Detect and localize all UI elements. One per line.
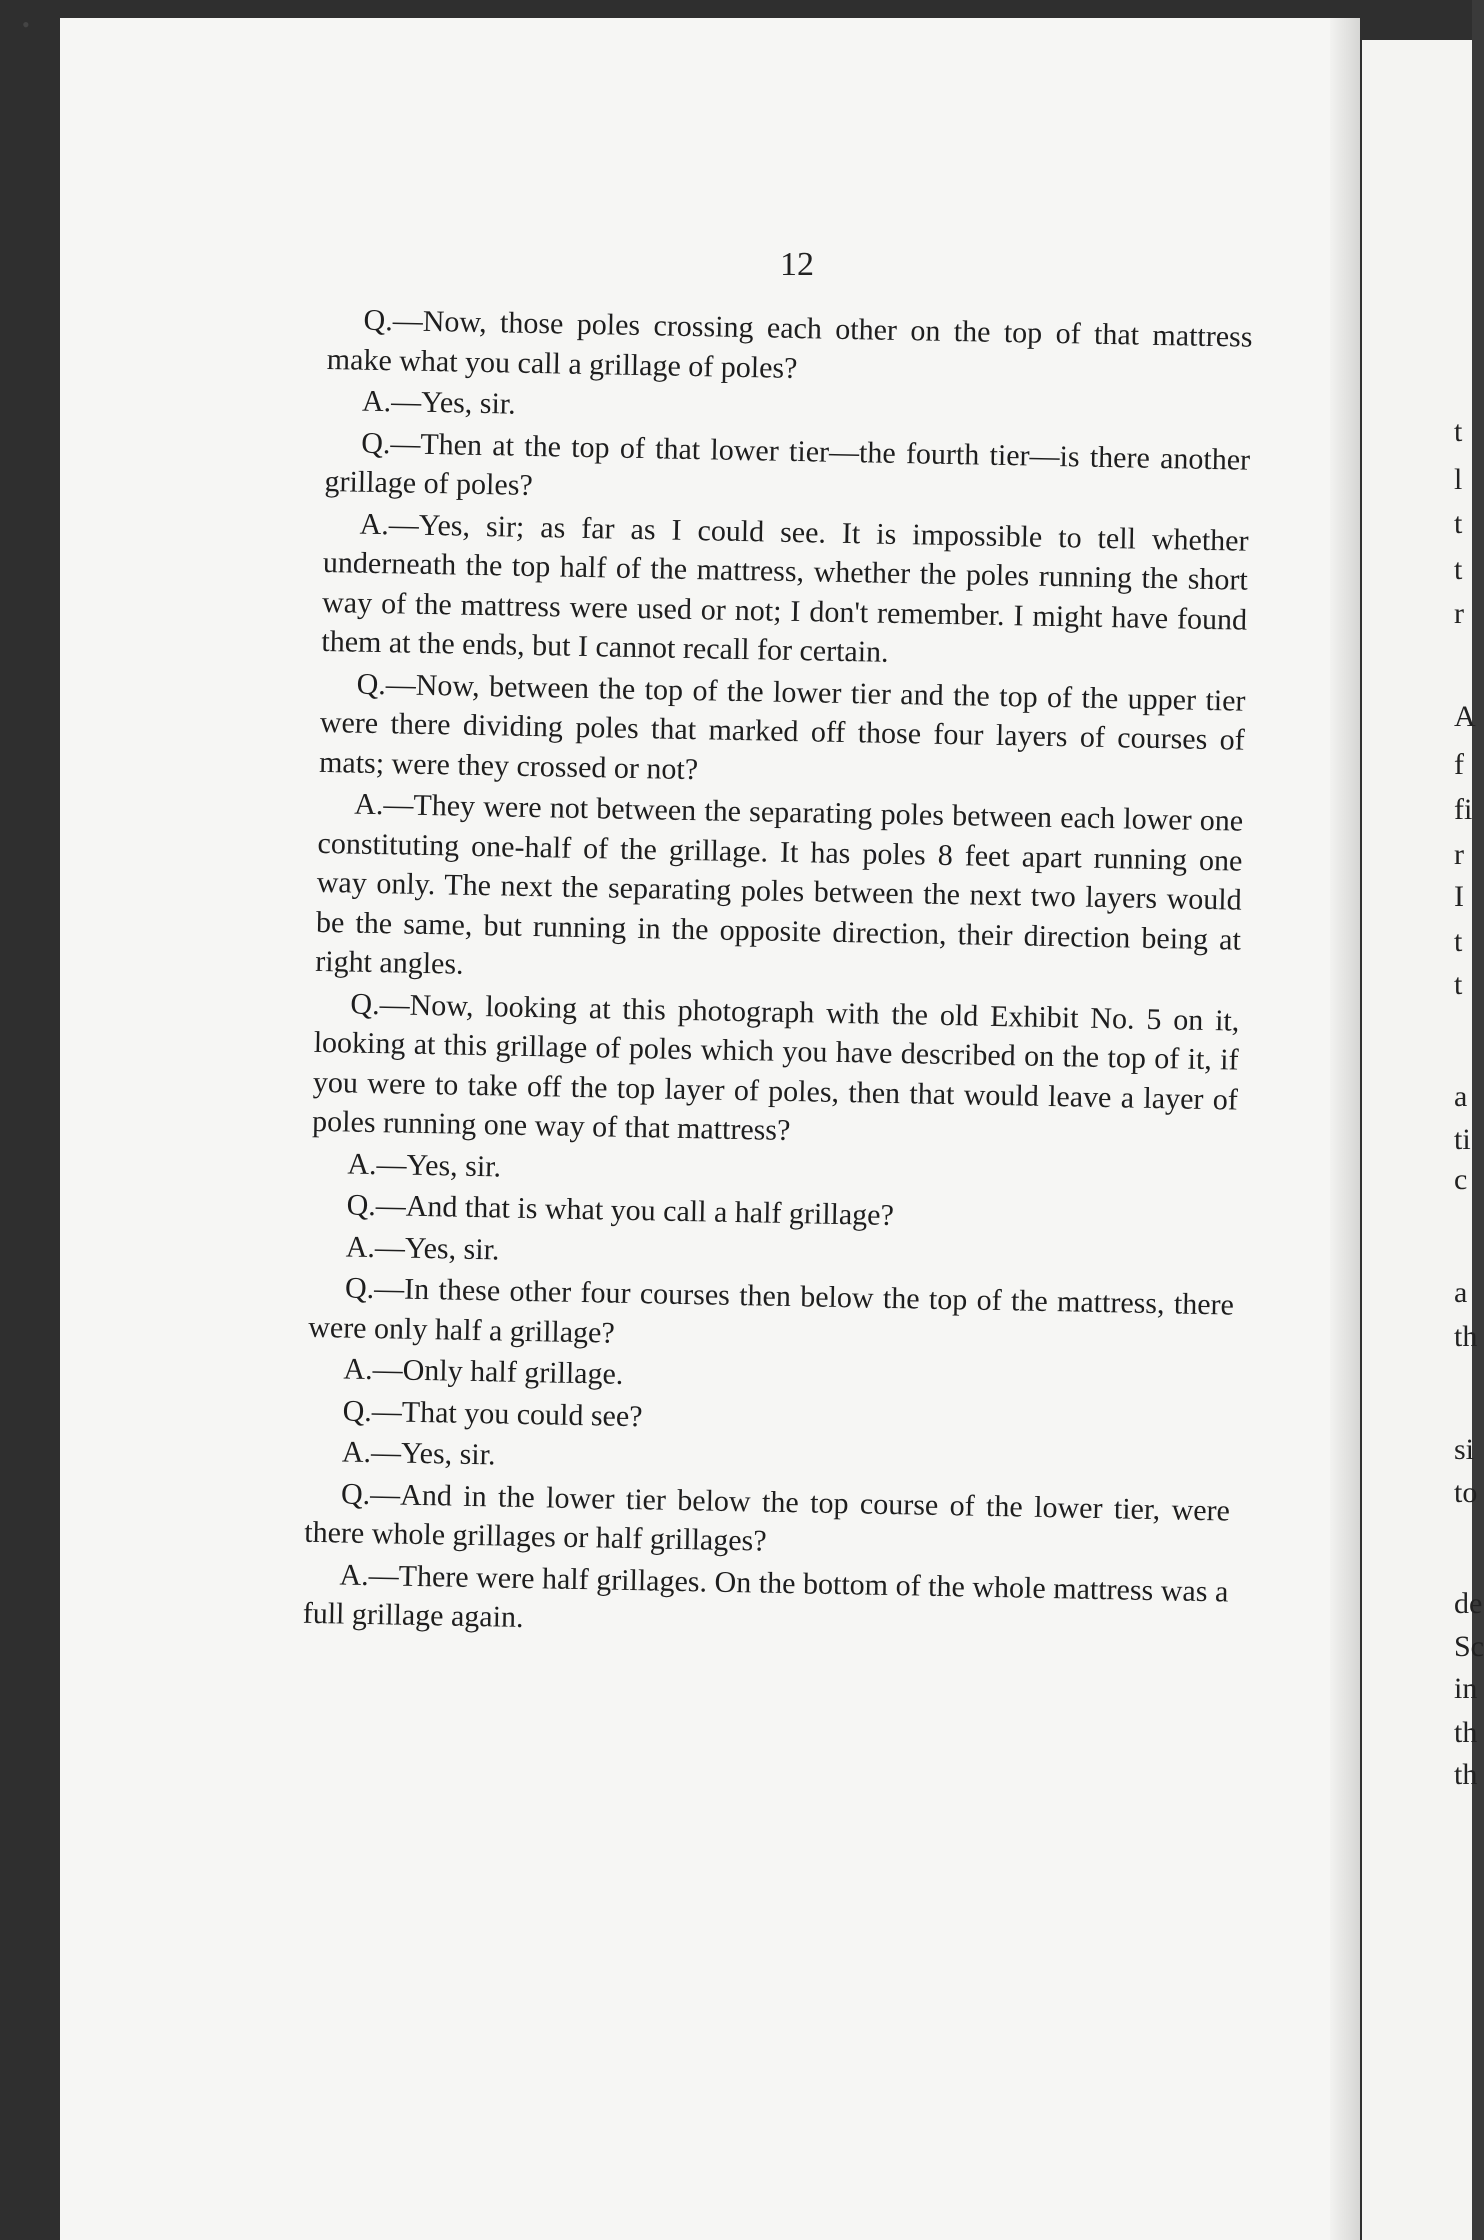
facing-page-fragment: th: [1454, 1320, 1478, 1353]
answer-paragraph: A.—There were half grillages. On the bottom of the whole mattress was a full grillage again.: [302, 1557, 1229, 1634]
facing-page-fragment: A: [1454, 700, 1476, 733]
question-paragraph: Q.—And that is what you call a half grillage?: [346, 1188, 895, 1233]
answer-paragraph: A.—Yes, sir; as far as I could see. It is impossible to tell whether underneath the top half of the mattress, whether the poles running the short way of the mattress were used or not; I don't remember. I might have found them at the ends, but I cannot recall for certain.: [321, 507, 1249, 669]
transcript-text: [302, 300, 1252, 1653]
facing-page-fragment: ti: [1454, 1123, 1471, 1156]
question-paragraph: Q.—Then at the top of that lower tier—the fourth tier—is there another grillage of poles?: [324, 426, 1251, 502]
facing-page-fragment: t: [1454, 507, 1463, 540]
facing-page-fragment: t: [1454, 925, 1463, 958]
question-paragraph: Q.—And in the lower tier below the top course of the lower tier, were there whole grillages or half grillages?: [304, 1476, 1231, 1558]
page-gutter: [1330, 18, 1360, 2240]
facing-page-fragment: th: [1454, 1758, 1478, 1791]
scan-dot-mark: •: [22, 12, 30, 37]
facing-page-fragment: r: [1454, 838, 1464, 871]
facing-page-fragment: t: [1454, 415, 1463, 448]
page-number: 12: [780, 246, 814, 283]
facing-page-fragment: a: [1454, 1080, 1468, 1113]
facing-page-fragment: si: [1454, 1433, 1475, 1466]
answer-paragraph: A.—Yes, sir.: [361, 384, 517, 421]
answer-paragraph: A.—Yes, sir.: [347, 1147, 502, 1183]
facing-page-fragment: t: [1454, 553, 1463, 586]
facing-page-fragment: r: [1454, 597, 1464, 630]
question-paragraph: Q.—Now, looking at this photograph with the old Exhibit No. 5 on it, looking at this grillage of poles which you have described on the top of it, if you were to take off the top layer of poles, then that would leave a layer of poles running one way of that mattress?: [311, 987, 1240, 1148]
facing-page-fragment: th: [1454, 1716, 1478, 1749]
facing-page-fragment: f: [1454, 748, 1464, 781]
answer-paragraph: A.—Only half grillage.: [343, 1352, 624, 1391]
facing-page-fragment: I: [1454, 880, 1464, 913]
facing-page-fragment: a: [1454, 1276, 1468, 1309]
answer-paragraph: A.—Yes, sir.: [345, 1230, 500, 1266]
question-paragraph: Q.—That you could see?: [342, 1393, 643, 1433]
facing-page-fragment: t: [1454, 968, 1463, 1001]
facing-page-fragment: c: [1454, 1163, 1468, 1196]
answer-paragraph: A.—They were not between the separating poles between each lower one constituting one-half of the grillage. It has poles 8 feet apart running one way only. The next the separating poles between the next two layers would be the same, but running in the opposite direction, their direction being at right angles.: [314, 787, 1244, 981]
question-paragraph: Q.—In these other four courses then below the top of the mattress, there were only half a grillage?: [307, 1271, 1235, 1350]
facing-page-fragment: to: [1454, 1476, 1478, 1509]
facing-page-fragment: in: [1454, 1672, 1478, 1705]
answer-paragraph: A.—Yes, sir.: [341, 1435, 496, 1472]
question-paragraph: Q.—Now, between the top of the lower tier and the top of the upper tier were there dividing poles that marked off those four layers of courses of mats; were they crossed or not?: [318, 667, 1246, 786]
facing-page-fragment: l: [1454, 463, 1463, 496]
facing-page-fragment: fi: [1454, 793, 1473, 826]
facing-page-fragment: de: [1454, 1587, 1483, 1620]
question-paragraph: Q.—Now, those poles crossing each other on the top of that mattress make what you call a grillage of poles?: [326, 303, 1253, 385]
facing-page-fragment: Sc: [1454, 1630, 1484, 1663]
